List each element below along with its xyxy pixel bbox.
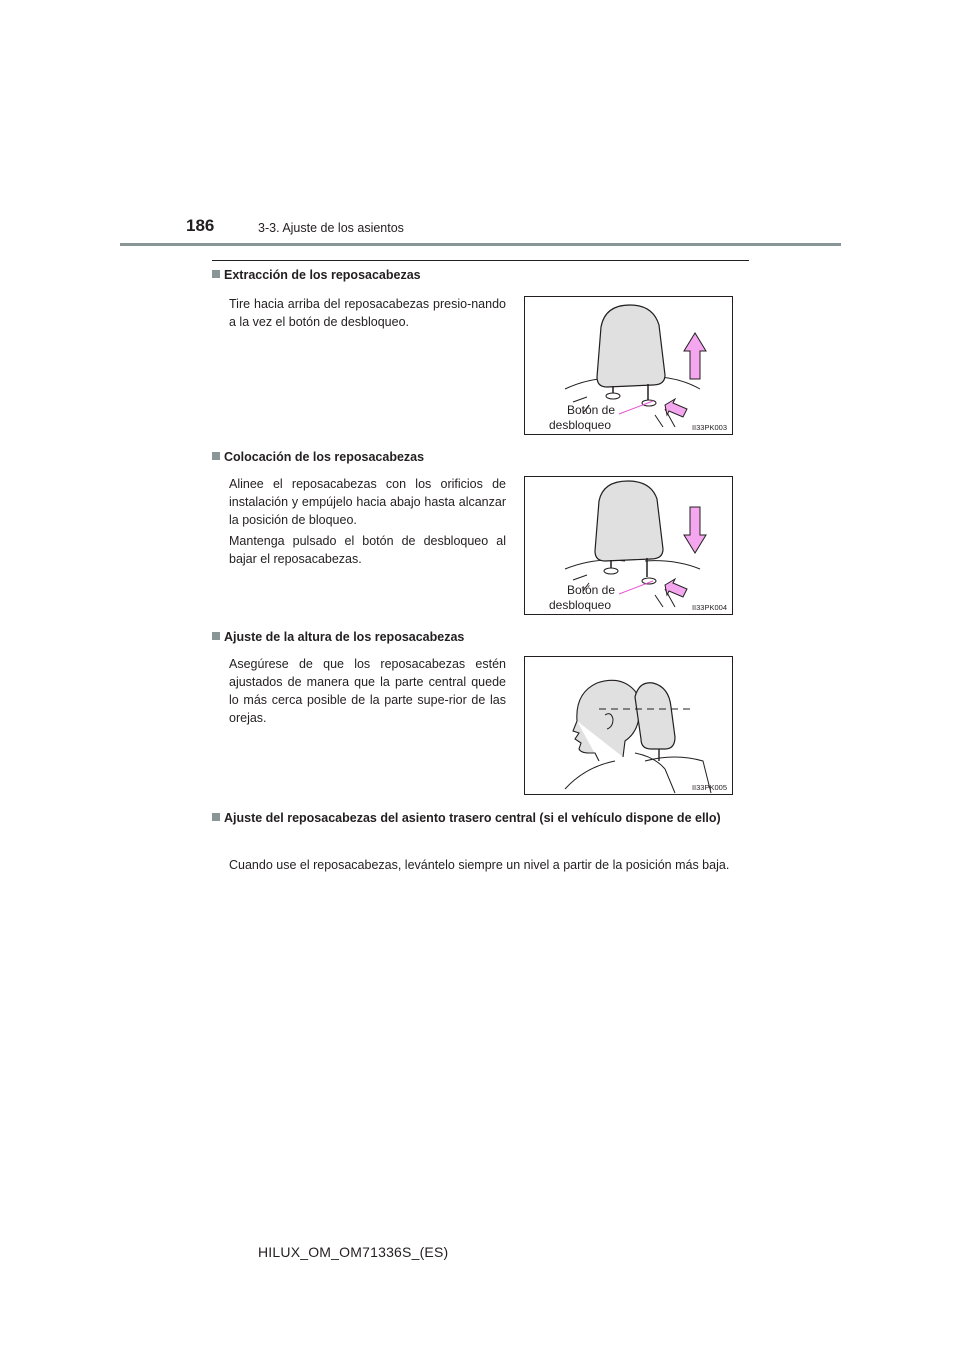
- figure-headrest-installation: [524, 476, 733, 615]
- figure-headrest-removal: [524, 296, 733, 435]
- header-divider: [120, 243, 841, 246]
- page-number: 186: [186, 216, 215, 235]
- figure-code: II33PK003: [691, 423, 727, 432]
- release-button-label-2: desbloqueo: [548, 418, 612, 432]
- section-title: 3-3. Ajuste de los asientos: [258, 221, 404, 235]
- square-bullet-icon: [212, 632, 220, 640]
- paragraph-colocacion-2: Mantenga pulsado el botón de desbloqueo al bajar el reposacabezas.: [229, 534, 506, 566]
- square-bullet-icon: [212, 270, 220, 278]
- release-button-label-2: desbloqueo: [548, 598, 612, 612]
- figure-code: II33PK004: [691, 603, 727, 612]
- figure-headrest-height: [524, 656, 733, 795]
- heading-extraccion: Extracción de los reposacabezas: [212, 267, 421, 284]
- release-button-label-1: Botón de: [566, 403, 616, 417]
- figure-code: II33PK005: [691, 783, 727, 792]
- paragraph-altura: Asegúrese de que los reposacabezas estén ajustados de manera que la parte central quede lo más cerca posible de la parte supe-rior de las orejas.: [229, 657, 506, 725]
- heading-altura: Ajuste de la altura de los reposacabezas: [212, 629, 464, 646]
- heading-colocacion: Colocación de los reposacabezas: [212, 449, 424, 466]
- heading-trasero-central: Ajuste del reposacabezas del asiento trasero central (si el vehículo dispone de ello): [212, 810, 749, 827]
- square-bullet-icon: [212, 813, 220, 821]
- paragraph-trasero-central: Cuando use el reposacabezas, levántelo siempre un nivel a partir de la posición más baja.: [229, 858, 730, 872]
- release-button-label-1: Botón de: [566, 583, 616, 597]
- paragraph-colocacion-1: Alinee el reposacabezas con los orificios de instalación y empújelo hacia abajo hasta alcanzar la posición de bloqueo.: [229, 477, 506, 527]
- square-bullet-icon: [212, 452, 220, 460]
- content-divider: [212, 260, 749, 261]
- paragraph-extraccion: Tire hacia arriba del reposacabezas presio-nando a la vez el botón de desbloqueo.: [229, 297, 506, 329]
- document-code: HILUX_OM_OM71336S_(ES): [258, 1244, 449, 1260]
